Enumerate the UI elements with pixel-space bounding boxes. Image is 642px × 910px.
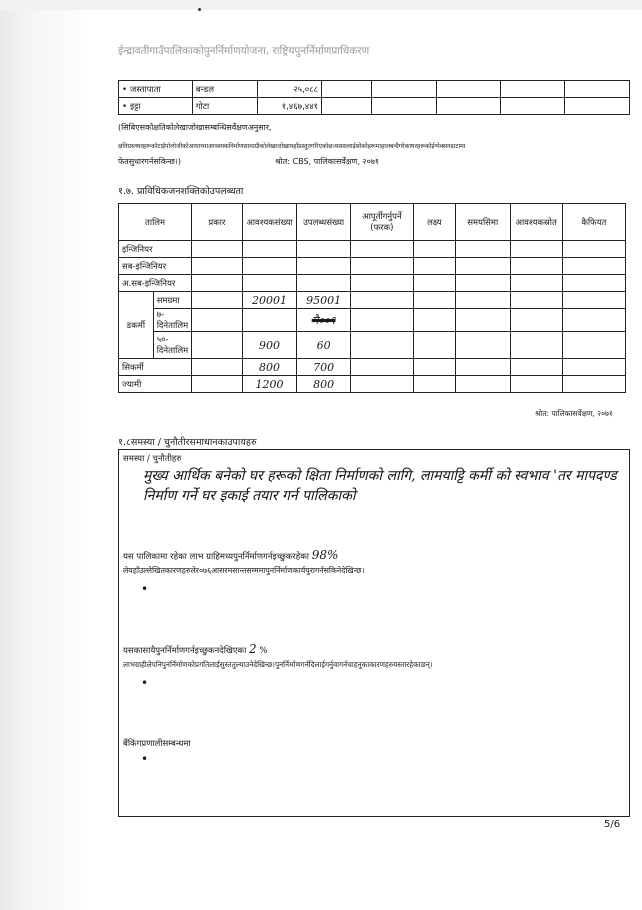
col-target: लक्ष्य — [413, 204, 455, 241]
row-sublabel: ७-दिनेतालिम — [153, 309, 192, 332]
banking-line: बैंकिंगप्रणालीसम्बन्धमा — [123, 739, 191, 749]
bullet: • — [141, 676, 149, 690]
row-label: सिकर्मी — [119, 359, 192, 376]
row-sublabel: ५०-दिनेतालिम — [153, 332, 192, 359]
col-available: उपलब्धसंख्या — [297, 204, 351, 241]
uninterested-line: यसकासायैपुनर्निर्माणगर्नइच्छुकनदेखिएका 2 % — [123, 642, 268, 656]
note-line-1: (सिबिएसकोक्षतिकोलेखाजोखासम्बन्धिसर्वेक्षणअनुसार, — [118, 123, 272, 132]
col-gap: आपूर्तीगर्नुपर्ने (फरक) — [350, 204, 413, 241]
scan-shadow-top — [0, 0, 642, 10]
hw-value: मै००१ — [297, 309, 351, 332]
scan-speck — [198, 8, 201, 11]
material-name: • जस्तापाता — [119, 81, 193, 98]
source-cbs: श्रोत: CBS, पालिकासर्वेक्षण, २०७१ — [275, 157, 380, 166]
uninterested-reasons: लाभग्राहीलेपनिपुनर्निर्माणकोप्रगतिलाईसुस्ततुल्याउनेदेखिन्छ।पुनर्निर्माणगर्नदिलाईगर्नुवागर्नचाहनुकाकारणहरुयस्तारहेकाछन्। — [123, 660, 433, 669]
manpower-table — [118, 203, 626, 393]
uninterested-value: 2 — [249, 642, 257, 656]
section-18-title: १.८समस्या / चुनौतीरसमाधानकाउपायहरु — [118, 437, 257, 448]
hw-value: 1200 — [242, 376, 297, 393]
section-17-title: १.७. प्राविधिकजनशक्तिकोउपलब्धता — [118, 186, 244, 197]
hw-value: 700 — [297, 359, 351, 376]
note-line-3: फेतसुधारगर्नसकिन्छ।) — [118, 157, 182, 166]
reasons-line: लेयहाँउल्लेखितकारणहरुलेर०७६आसरमसान्तसम्ममापुनर्निर्माणकार्यपुरागर्नसकिनेदेखिन्छ। — [123, 566, 365, 575]
row-sublabel: समग्रमा — [153, 292, 192, 309]
col-remarks: कैफियत — [562, 204, 625, 241]
row-label: सब-इन्जिनियर — [119, 258, 192, 275]
interest-value: 98% — [311, 548, 339, 562]
bullet: • — [141, 752, 149, 766]
header-row — [119, 204, 626, 241]
table-row — [119, 258, 626, 275]
materials-table — [118, 80, 630, 115]
table-row — [119, 309, 626, 332]
hw-value: 60 — [297, 332, 351, 359]
page-number: 5/6 — [604, 819, 621, 830]
col-required: आवश्यकसंख्या — [242, 204, 297, 241]
note-line-2: क्षतिग्रस्तघरहरूकोटाईपोलोजीकोआधारमाआवश्यकनिर्माणसामाग्रीकोलेखाजोखायहाँप्रस्तुतगरिएकोछ।यससलाईसोकोहरूमाहालबन्दैगरेकाघरहरूकोईन्पेक्सनडाटामा — [118, 143, 466, 150]
table-row — [119, 332, 626, 359]
table-row — [119, 376, 626, 393]
source-survey: श्रोत: पालिकासर्वेक्षण, २०७१ — [535, 409, 613, 418]
hw-value: 800 — [297, 376, 351, 393]
scan-shadow-left — [0, 0, 92, 910]
col-source: आवश्यकस्रोत — [510, 204, 562, 241]
table-row — [119, 241, 626, 258]
material-qty: १,४६७,४४१ — [257, 98, 321, 115]
material-qty: २५,०८८ — [257, 81, 321, 98]
col-training: तालिम — [119, 204, 192, 241]
row-label: ज्यामी — [119, 376, 192, 393]
page-header: ईन्द्रावतीगाउँपालिकाकोपुनर्निर्माणयोजना, राष्ट्रियपुनर्निर्माणप्राधिकरण — [118, 45, 370, 57]
table-row — [119, 292, 626, 309]
hw-value: 900 — [242, 332, 297, 359]
table-row — [119, 81, 630, 98]
table-row — [119, 359, 626, 376]
hw-value: 800 — [242, 359, 297, 376]
row-label: अ.सब-इन्जिनियर — [119, 275, 192, 292]
row-label: डकर्मी — [119, 292, 154, 359]
col-type: प्रकार — [192, 204, 242, 241]
interest-line: यस पालिकामा रहेका लाभ ग्राहिमध्यपुनर्निर्माणगर्नइच्छुकरहेका 98% — [123, 548, 339, 562]
table-row — [119, 98, 630, 115]
problems-box — [118, 449, 630, 817]
material-name: • इट्टा — [119, 98, 193, 115]
table-row — [119, 275, 626, 292]
col-deadline: समयसिमा — [455, 204, 510, 241]
handwritten-note: मुख्य आर्थिक बनेको घर हरूको क्षिता निर्माणको लागि, लामयाट्टि कर्मी को स्वभाव 'तर मापदण्ड निर्माण गर्ने घर इकाई तयार गर्न पालिकाको — [143, 468, 617, 504]
hw-value: 20001 — [242, 292, 297, 309]
hw-value: 95001 — [297, 292, 351, 309]
row-label: इन्जिनियर — [119, 241, 192, 258]
material-unit: गोटा — [192, 98, 257, 115]
material-unit: बन्डल — [192, 81, 257, 98]
box-label: समस्या / चुनौतीहरु — [123, 454, 182, 464]
bullet: • — [141, 582, 149, 596]
